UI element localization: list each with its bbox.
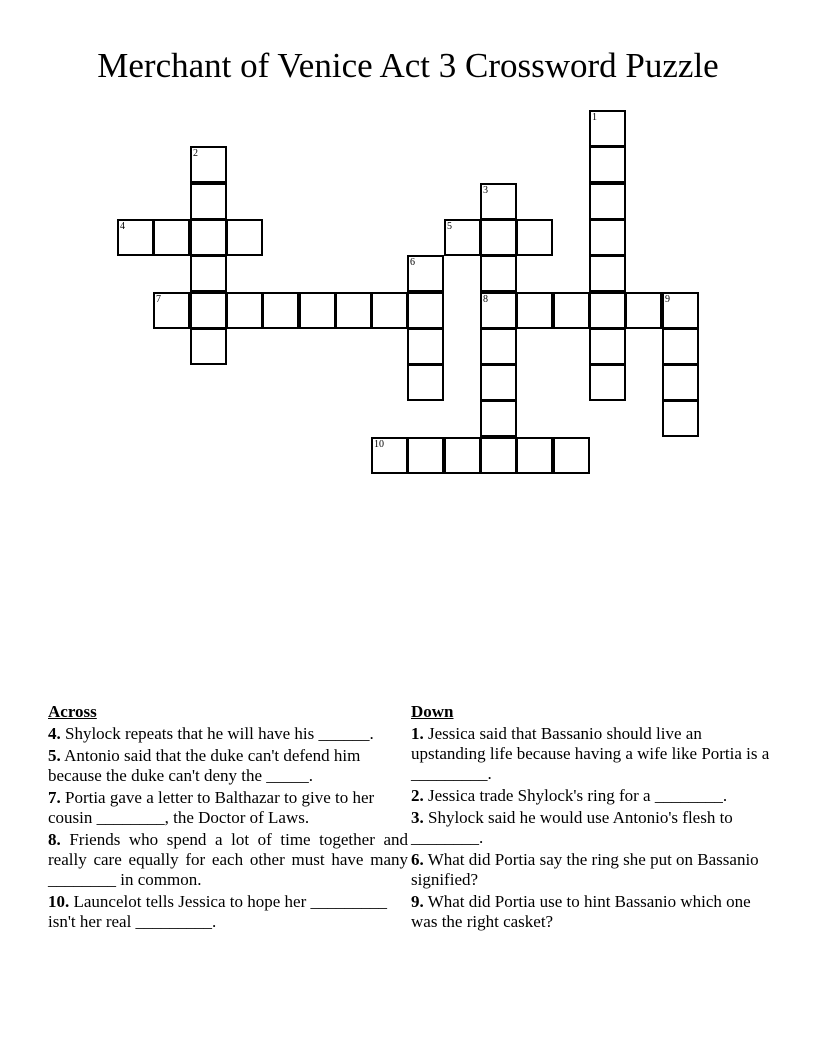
grid-cell[interactable] — [190, 219, 227, 256]
clue-across-7 — [48, 788, 408, 828]
grid-cell[interactable] — [153, 219, 190, 256]
grid-cell[interactable] — [625, 292, 662, 329]
grid-cell[interactable] — [589, 146, 626, 183]
grid-cell[interactable] — [407, 364, 444, 401]
down-clues — [411, 702, 771, 932]
grid-cell[interactable] — [444, 219, 481, 256]
grid-cell[interactable] — [262, 292, 299, 329]
clue-number: 6. — [411, 850, 424, 869]
grid-cell[interactable] — [480, 437, 517, 474]
cell-number: 9 — [665, 294, 670, 305]
across-clues — [48, 702, 408, 932]
grid-cell[interactable] — [516, 437, 553, 474]
clue-number: 2. — [411, 786, 424, 805]
cell-number: 4 — [120, 221, 125, 232]
grid-cell[interactable] — [117, 219, 154, 256]
grid-cell[interactable] — [371, 437, 408, 474]
grid-cell[interactable] — [371, 292, 408, 329]
cell-number: 3 — [483, 185, 488, 196]
grid-cell[interactable] — [480, 255, 517, 292]
grid-cell[interactable] — [407, 437, 444, 474]
grid-cell[interactable] — [516, 292, 553, 329]
clue-number: 8. — [48, 830, 61, 849]
clue-text: Shylock said he would use Antonio's flesh to ________. — [411, 808, 733, 847]
clue-down-3 — [411, 808, 771, 848]
grid-cell[interactable] — [407, 292, 444, 329]
clue-number: 4. — [48, 724, 61, 743]
grid-cell[interactable] — [190, 292, 227, 329]
grid-cell[interactable] — [444, 437, 481, 474]
grid-cell[interactable] — [190, 183, 227, 220]
clue-number: 1. — [411, 724, 424, 743]
grid-cell[interactable] — [407, 328, 444, 365]
grid-cell[interactable] — [190, 146, 227, 183]
grid-cell[interactable] — [480, 400, 517, 437]
cell-number: 2 — [193, 148, 198, 159]
clue-text: What did Portia say the ring she put on Bassanio signified? — [411, 850, 759, 889]
clue-text: Antonio said that the duke can't defend him because the duke can't deny the _____. — [48, 746, 361, 785]
grid-cell[interactable] — [662, 364, 699, 401]
clue-number: 7. — [48, 788, 61, 807]
grid-cell[interactable] — [553, 292, 590, 329]
cell-number: 6 — [410, 257, 415, 268]
grid-cell[interactable] — [589, 292, 626, 329]
clue-across-5 — [48, 746, 408, 786]
grid-cell[interactable] — [335, 292, 372, 329]
grid-cell[interactable] — [190, 328, 227, 365]
cell-number: 1 — [592, 112, 597, 123]
grid-cell[interactable] — [190, 255, 227, 292]
grid-cell[interactable] — [226, 292, 263, 329]
cell-number: 5 — [447, 221, 452, 232]
clue-text: Jessica said that Bassanio should live an upstanding life because having a wife like Portia is a _________. — [411, 724, 770, 783]
clue-text: Launcelot tells Jessica to hope her _________ isn't her real _________. — [48, 892, 387, 931]
clue-text: Portia gave a letter to Balthazar to give to her cousin ________, the Doctor of Laws. — [48, 788, 375, 827]
grid-cell[interactable] — [480, 292, 517, 329]
clue-text: Jessica trade Shylock's ring for a ________. — [428, 786, 728, 805]
grid-cell[interactable] — [662, 328, 699, 365]
clue-across-10 — [48, 892, 408, 932]
grid-cell[interactable] — [153, 292, 190, 329]
clue-number: 10. — [48, 892, 70, 911]
grid-cell[interactable] — [589, 183, 626, 220]
clue-down-9 — [411, 892, 771, 932]
grid-cell[interactable] — [589, 328, 626, 365]
clue-down-1 — [411, 724, 771, 784]
across-heading: Across — [48, 702, 97, 721]
grid-cell[interactable] — [516, 219, 553, 256]
clue-text: Shylock repeats that he will have his ______. — [65, 724, 374, 743]
clue-across-8 — [48, 830, 408, 890]
grid-cell[interactable] — [480, 183, 517, 220]
grid-cell[interactable] — [662, 400, 699, 437]
clue-number: 3. — [411, 808, 424, 827]
clue-down-6 — [411, 850, 771, 890]
clue-number: 5. — [48, 746, 61, 765]
clue-number: 9. — [411, 892, 424, 911]
grid-cell[interactable] — [553, 437, 590, 474]
cell-number: 7 — [156, 294, 161, 305]
down-heading: Down — [411, 702, 454, 721]
grid-cell[interactable] — [226, 219, 263, 256]
grid-cell[interactable] — [480, 328, 517, 365]
grid-cell[interactable] — [407, 255, 444, 292]
clue-text: Friends who spend a lot of time together and really care equally for each other must have many ________ in common. — [48, 830, 408, 889]
grid-cell[interactable] — [480, 364, 517, 401]
cell-number: 10 — [374, 439, 384, 450]
grid-cell[interactable] — [299, 292, 336, 329]
clue-down-2 — [411, 786, 771, 806]
cell-number: 8 — [483, 294, 488, 305]
grid-cell[interactable] — [589, 219, 626, 256]
grid-cell[interactable] — [589, 255, 626, 292]
grid-cell[interactable] — [589, 364, 626, 401]
grid-cell[interactable] — [589, 110, 626, 147]
clue-across-4 — [48, 724, 408, 744]
page-title: Merchant of Venice Act 3 Crossword Puzzle — [97, 46, 719, 85]
grid-cell[interactable] — [662, 292, 699, 329]
clue-text: What did Portia use to hint Bassanio which one was the right casket? — [411, 892, 751, 931]
grid-cell[interactable] — [480, 219, 517, 256]
